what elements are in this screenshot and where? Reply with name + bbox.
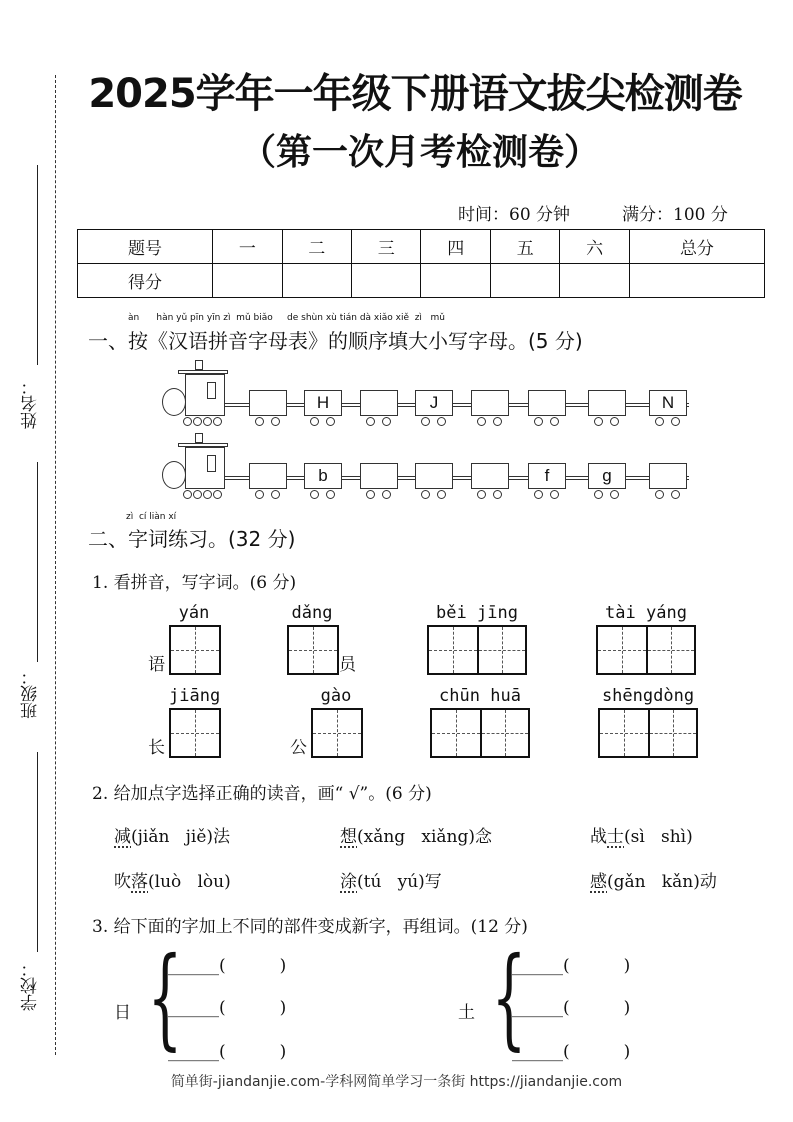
dotted-char: 涂 (340, 872, 357, 892)
wheel (326, 490, 335, 499)
wheel (271, 490, 280, 499)
q2-label: 2. 给加点字选择正确的读音，画“ √”。(6 分) (92, 784, 432, 804)
class-label: 班级： (21, 668, 41, 719)
school-label: 学校： (21, 960, 41, 1011)
tianzige-grid[interactable] (427, 625, 527, 675)
pinyin-prompt: chūn huā (439, 686, 521, 706)
table-header-cell: 三 (352, 230, 421, 264)
train-car[interactable] (249, 390, 287, 416)
score-cell[interactable] (629, 264, 764, 298)
score-cell[interactable] (421, 264, 490, 298)
score-row-label: 得分 (78, 264, 213, 298)
reading-item (114, 867, 231, 892)
train-car[interactable]: g (588, 463, 626, 489)
reading-item (590, 867, 717, 892)
brace-icon: { (147, 933, 183, 1061)
base-char: 日 (114, 1003, 131, 1023)
exam-title: 2025学年一年级下册语文拔尖检测卷 (88, 71, 742, 117)
table-header-cell: 四 (421, 230, 490, 264)
wheel (477, 490, 486, 499)
tianzige-grid[interactable] (169, 625, 221, 675)
wheel (437, 417, 446, 426)
locomotive-cab (185, 447, 225, 489)
wheel (493, 490, 502, 499)
pinyin-options[interactable]: (jiǎn jiě)法 (131, 827, 231, 847)
wheel (594, 417, 603, 426)
score-table (77, 229, 765, 298)
answer-blank[interactable]: ______( ) (168, 998, 287, 1018)
locomotive-roof (178, 443, 228, 447)
train-car[interactable]: H (304, 390, 342, 416)
writing-cell[interactable] (646, 627, 694, 673)
wheel (326, 417, 335, 426)
tianzige-grid[interactable] (598, 708, 698, 758)
pinyin-prompt: yán (178, 603, 210, 623)
dotted-char: 感 (590, 872, 607, 892)
dotted-char: 减 (114, 827, 131, 847)
wheel (493, 417, 502, 426)
tianzige-grid[interactable] (287, 625, 339, 675)
word-prefix: 战 (590, 827, 607, 847)
train-car[interactable]: J (415, 390, 453, 416)
time-info: 时间：60 分钟 (458, 205, 571, 225)
writing-cell[interactable] (480, 710, 528, 756)
reading-item (590, 822, 693, 847)
wheel (671, 490, 680, 499)
footer-watermark: 简单街-jiandanjie.com-学科网简单学习一条街 https://jiandanjie.com (170, 1074, 623, 1090)
wheel (203, 417, 212, 426)
section2-heading: 二、字词练习。(32 分) (88, 527, 296, 551)
answer-blank[interactable]: ______( ) (512, 1042, 631, 1062)
table-header-cell: 一 (213, 230, 282, 264)
dotted-char: 想 (340, 827, 357, 847)
pinyin-prompt: dǎng (291, 603, 333, 623)
word-prefix: 吹 (114, 872, 131, 892)
pinyin-prompt: běi jīng (436, 603, 518, 623)
table-header-cell: 二 (282, 230, 351, 264)
wheel (213, 417, 222, 426)
wheel (610, 490, 619, 499)
train-car[interactable] (415, 463, 453, 489)
section1-heading: 一、按《汉语拼音字母表》的顺序填大小写字母。(5 分) (88, 329, 583, 353)
writing-cell[interactable] (313, 710, 361, 756)
train-car[interactable] (588, 390, 626, 416)
section1-pinyin: àn hàn yǔ pīn yīn zì mǔ biǎo de shùn xù tián dà xiǎo xiě zì mǔ (128, 313, 445, 323)
locomotive-chimney (195, 433, 203, 443)
dotted-char: 落 (131, 872, 148, 892)
train-car[interactable] (360, 390, 398, 416)
tianzige-grid[interactable] (430, 708, 530, 758)
writing-cell[interactable] (429, 627, 477, 673)
pinyin-prompt: tài yáng (605, 603, 687, 623)
train-car[interactable]: f (528, 463, 566, 489)
wheel (310, 417, 319, 426)
brace-icon: { (491, 933, 527, 1061)
writing-cell[interactable] (600, 710, 648, 756)
prefix-char: 长 (148, 738, 165, 758)
score-info: 满分：100 分 (622, 205, 728, 225)
q1-label: 1. 看拼音，写字词。(6 分) (92, 573, 297, 593)
section2-pinyin: zì cí liàn xí (126, 512, 177, 522)
pinyin-prompt: jiāng (169, 686, 221, 706)
score-cell[interactable] (213, 264, 282, 298)
pinyin-options[interactable]: (xǎng xiǎng)念 (357, 827, 493, 847)
reading-item (340, 822, 492, 847)
table-header-cell: 六 (560, 230, 629, 264)
score-cell[interactable] (560, 264, 629, 298)
score-cell[interactable] (490, 264, 559, 298)
tianzige-grid[interactable] (311, 708, 363, 758)
wheel (193, 417, 202, 426)
wheel (271, 417, 280, 426)
writing-cell[interactable] (598, 627, 646, 673)
prefix-char: 语 (148, 655, 165, 675)
wheel (421, 417, 430, 426)
wheel (255, 490, 264, 499)
wheel (655, 490, 664, 499)
writing-cell[interactable] (171, 627, 219, 673)
class-line (37, 462, 38, 662)
wheel (382, 490, 391, 499)
wheel (203, 490, 212, 499)
wheel (366, 490, 375, 499)
name-line (37, 165, 38, 365)
score-cell[interactable] (352, 264, 421, 298)
locomotive-roof (178, 370, 228, 374)
wheel (421, 490, 430, 499)
wheel (183, 417, 192, 426)
reading-item (114, 822, 230, 847)
writing-cell[interactable] (648, 710, 696, 756)
wheel (534, 417, 543, 426)
prefix-char: 公 (290, 738, 307, 758)
base-char: 土 (458, 1003, 475, 1023)
locomotive-window (207, 455, 216, 472)
wheel (610, 417, 619, 426)
answer-blank[interactable]: ______( ) (168, 1042, 287, 1062)
answer-blank[interactable]: ______( ) (512, 956, 631, 976)
pinyin-options[interactable]: (gǎn kǎn)动 (607, 872, 717, 892)
school-line (37, 752, 38, 952)
train-car[interactable] (471, 390, 509, 416)
table-header-cell: 题号 (78, 230, 213, 264)
wheel (366, 417, 375, 426)
answer-blank[interactable]: ______( ) (168, 956, 287, 976)
table-header-cell: 五 (490, 230, 559, 264)
tianzige-grid[interactable] (169, 708, 221, 758)
wheel (255, 417, 264, 426)
table-header-cell: 总分 (629, 230, 764, 264)
train-car[interactable]: b (304, 463, 342, 489)
wheel (671, 417, 680, 426)
dotted-char: 士 (607, 827, 624, 847)
train-car[interactable] (249, 463, 287, 489)
train-car[interactable] (360, 463, 398, 489)
wheel (534, 490, 543, 499)
wheel (550, 490, 559, 499)
writing-cell[interactable] (171, 710, 219, 756)
wheel (213, 490, 222, 499)
train-car[interactable] (528, 390, 566, 416)
wheel (550, 417, 559, 426)
answer-blank[interactable]: ______( ) (512, 998, 631, 1018)
pinyin-prompt: shēngdòng (601, 686, 695, 706)
wheel (382, 417, 391, 426)
train-car[interactable]: N (649, 390, 687, 416)
locomotive-cab (185, 374, 225, 416)
suffix-char: 员 (339, 655, 356, 675)
wheel (183, 490, 192, 499)
exam-subtitle: （第一次月考检测卷） (239, 131, 600, 173)
pinyin-options[interactable]: (sì shì) (624, 827, 693, 847)
train-car[interactable] (649, 463, 687, 489)
wheel (655, 417, 664, 426)
pinyin-options[interactable]: (tú yú)写 (357, 872, 442, 892)
train-car[interactable] (471, 463, 509, 489)
wheel (477, 417, 486, 426)
pinyin-options[interactable]: (luò lòu) (148, 872, 231, 892)
name-label: 姓名： (21, 378, 41, 429)
pinyin-prompt: gào (320, 686, 352, 706)
wheel (193, 490, 202, 499)
score-cell[interactable] (282, 264, 351, 298)
writing-cell[interactable] (289, 627, 337, 673)
binding-line (55, 75, 56, 1055)
writing-cell[interactable] (477, 627, 525, 673)
wheel (437, 490, 446, 499)
locomotive-boiler (162, 461, 186, 489)
locomotive-window (207, 382, 216, 399)
tianzige-grid[interactable] (596, 625, 696, 675)
wheel (310, 490, 319, 499)
locomotive-boiler (162, 388, 186, 416)
writing-cell[interactable] (432, 710, 480, 756)
reading-item (340, 867, 442, 892)
locomotive-chimney (195, 360, 203, 370)
wheel (594, 490, 603, 499)
q3-label: 3. 给下面的字加上不同的部件变成新字，再组词。(12 分) (92, 917, 528, 937)
